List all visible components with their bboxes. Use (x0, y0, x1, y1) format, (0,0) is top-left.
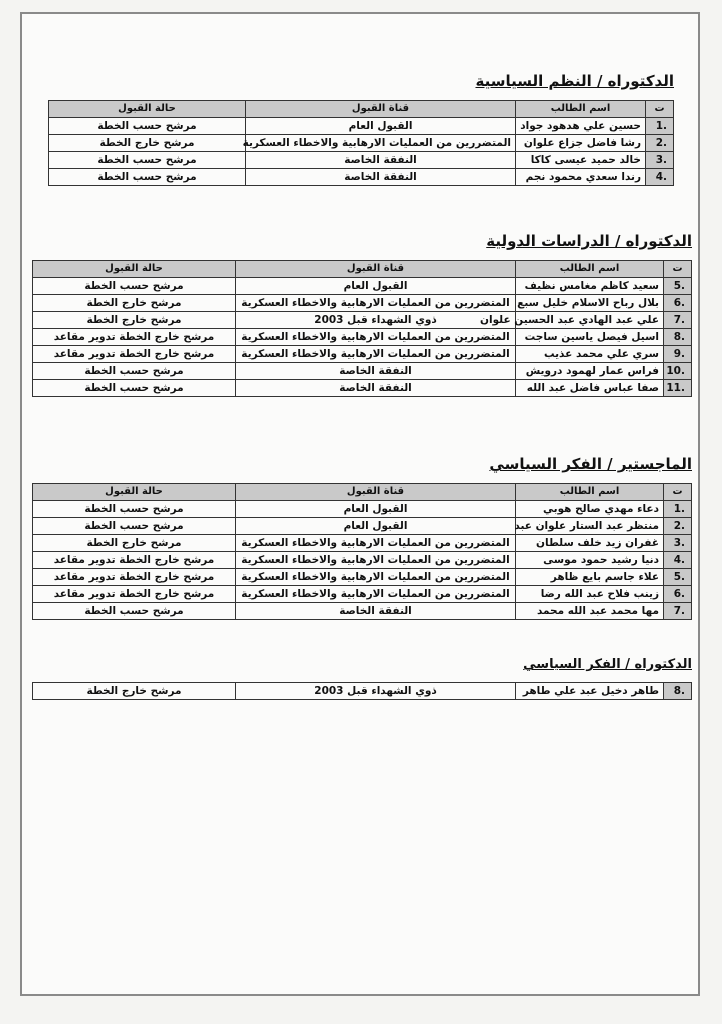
table-row (33, 603, 692, 620)
table-row (33, 535, 692, 552)
admission-channel: النفقة الخاصة (246, 152, 516, 169)
table-header-row (33, 484, 692, 501)
row-number: .4 (664, 552, 692, 569)
table-body (33, 501, 692, 620)
student-name: صفا عباس فاضل عبد الله (516, 380, 664, 397)
student-name: رندا سعدي محمود نجم (516, 169, 646, 186)
section-phd-political-systems (48, 72, 674, 186)
admission-status: مرشح خارج الخطة (33, 312, 236, 329)
header-status: حالة القبول (49, 101, 246, 118)
row-number: .5 (664, 569, 692, 586)
students-table (32, 682, 692, 700)
student-name: مها محمد عبد الله محمد (516, 603, 664, 620)
student-name: دعاء مهدي صالح هوبي (516, 501, 664, 518)
row-number: .6 (664, 295, 692, 312)
table-body (33, 278, 692, 397)
table-row (33, 346, 692, 363)
header-num: ت (664, 261, 692, 278)
student-name: بلال رباح الاسلام خليل سبع (516, 295, 664, 312)
admission-channel: ذوي الشهداء قبل 2003 (236, 683, 516, 700)
student-name: خالد حميد عيسى كاكا (516, 152, 646, 169)
admission-status: مرشح خارج الخطة تدوير مقاعد (33, 586, 236, 603)
header-channel: قناة القبول (236, 484, 516, 501)
admission-channel: المتضررين من العمليات الارهابية والاخطاء العسكرية (236, 346, 516, 363)
row-number: .8 (664, 329, 692, 346)
table-header-row (33, 261, 692, 278)
header-name: اسم الطالب (516, 101, 646, 118)
admission-status: مرشح حسب الخطة (33, 603, 236, 620)
admission-status: مرشح حسب الخطة (49, 118, 246, 135)
admission-channel: النفقة الخاصة (236, 603, 516, 620)
admission-channel: ذوي الشهداء قبل 2003 (236, 312, 516, 329)
table-row (33, 683, 692, 700)
admission-status: مرشح حسب الخطة (33, 518, 236, 535)
admission-status: مرشح خارج الخطة (33, 535, 236, 552)
admission-status: مرشح خارج الخطة تدوير مقاعد (33, 569, 236, 586)
student-name: اسيل فيصل ياسين ساجت (516, 329, 664, 346)
admission-channel: القبول العام (236, 501, 516, 518)
admission-status: مرشح حسب الخطة (49, 152, 246, 169)
header-name: اسم الطالب (516, 261, 664, 278)
table-row (33, 518, 692, 535)
admission-channel: النفقة الخاصة (236, 363, 516, 380)
admission-channel: المتضررين من العمليات الارهابية والاخطاء العسكرية (236, 329, 516, 346)
student-name: علي عبد الهادي عبد الحسين علوان (516, 312, 664, 329)
row-number: .3 (646, 152, 674, 169)
header-status: حالة القبول (33, 484, 236, 501)
table-header-row (49, 101, 674, 118)
admission-channel: القبول العام (236, 518, 516, 535)
row-number: .1 (646, 118, 674, 135)
row-number: .2 (646, 135, 674, 152)
student-name: علاء جاسم بايع ظاهر (516, 569, 664, 586)
admission-status: مرشح خارج الخطة تدوير مقاعد (33, 346, 236, 363)
table-row (33, 295, 692, 312)
row-number: .11 (664, 380, 692, 397)
students-table (48, 100, 674, 186)
table-row (49, 118, 674, 135)
header-name: اسم الطالب (516, 484, 664, 501)
header-status: حالة القبول (33, 261, 236, 278)
row-number: .6 (664, 586, 692, 603)
row-number: .4 (646, 169, 674, 186)
students-table (32, 260, 692, 397)
row-number: .1 (664, 501, 692, 518)
table-row (33, 552, 692, 569)
admission-status: مرشح حسب الخطة (33, 363, 236, 380)
table-body (49, 118, 674, 186)
admission-channel: القبول العام (236, 278, 516, 295)
row-number: .7 (664, 603, 692, 620)
section-title: الدكتوراه / النظم السياسية (475, 72, 674, 90)
admission-channel: المتضررين من العمليات الارهابية والاخطاء العسكرية (236, 552, 516, 569)
header-num: ت (664, 484, 692, 501)
admission-channel: النفقة الخاصة (246, 169, 516, 186)
student-name: منتظر عبد الستار علوان عبد (516, 518, 664, 535)
table-row (33, 501, 692, 518)
student-name: سري علي محمد عذيب (516, 346, 664, 363)
table-row (33, 569, 692, 586)
table-row (49, 169, 674, 186)
header-channel: قناة القبول (236, 261, 516, 278)
table-body (33, 683, 692, 700)
student-name: غفران زيد خلف سلطان (516, 535, 664, 552)
admission-channel: المتضررين من العمليات الارهابية والاخطاء العسكرية (236, 535, 516, 552)
student-name: رشا فاضل جزاع علوان (516, 135, 646, 152)
section-title: الدكتوراه / الدراسات الدولية (486, 232, 692, 250)
admission-channel: المتضررين من العمليات الارهابية والاخطاء العسكرية (236, 295, 516, 312)
row-number: .2 (664, 518, 692, 535)
table-row (33, 312, 692, 329)
admission-status: مرشح حسب الخطة (33, 501, 236, 518)
table-row (33, 363, 692, 380)
student-name: زينب فلاح عبد الله رضا (516, 586, 664, 603)
table-row (49, 152, 674, 169)
admission-channel: المتضررين من العمليات الارهابية والاخطاء العسكرية (246, 135, 516, 152)
admission-channel: المتضررين من العمليات الارهابية والاخطاء العسكرية (236, 586, 516, 603)
admission-channel: المتضررين من العمليات الارهابية والاخطاء العسكرية (236, 569, 516, 586)
student-name: دنيا رشيد حمود موسى (516, 552, 664, 569)
admission-status: مرشح حسب الخطة (33, 278, 236, 295)
table-row (49, 135, 674, 152)
section-phd-political-thought (32, 657, 692, 700)
row-number: .3 (664, 535, 692, 552)
student-name: طاهر دخيل عبد علي طاهر (516, 683, 664, 700)
table-row (33, 586, 692, 603)
table-row (33, 329, 692, 346)
admission-status: مرشح خارج الخطة تدوير مقاعد (33, 552, 236, 569)
header-channel: قناة القبول (246, 101, 516, 118)
section-phd-international-studies (32, 232, 692, 397)
admission-channel: القبول العام (246, 118, 516, 135)
row-number: .10 (664, 363, 692, 380)
students-table (32, 483, 692, 620)
admission-status: مرشح حسب الخطة (49, 169, 246, 186)
table-row (33, 380, 692, 397)
admission-status: مرشح خارج الخطة تدوير مقاعد (33, 329, 236, 346)
table-row (33, 278, 692, 295)
section-title: الدكتوراه / الفكر السياسي (523, 657, 692, 672)
admission-channel: النفقة الخاصة (236, 380, 516, 397)
student-name: حسين علي هدهود جواد (516, 118, 646, 135)
student-name: سعيد كاظم مغامس نظيف (516, 278, 664, 295)
admission-status: مرشح خارج الخطة (33, 683, 236, 700)
row-number: .8 (664, 683, 692, 700)
student-name: فراس عمار لهمود درويش (516, 363, 664, 380)
admission-status: مرشح خارج الخطة (33, 295, 236, 312)
section-masters-political-thought (32, 455, 692, 620)
admission-status: مرشح خارج الخطة (49, 135, 246, 152)
row-number: .5 (664, 278, 692, 295)
row-number: .9 (664, 346, 692, 363)
section-title: الماجستير / الفكر السياسي (489, 455, 692, 473)
admission-status: مرشح حسب الخطة (33, 380, 236, 397)
header-num: ت (646, 101, 674, 118)
row-number: .7 (664, 312, 692, 329)
